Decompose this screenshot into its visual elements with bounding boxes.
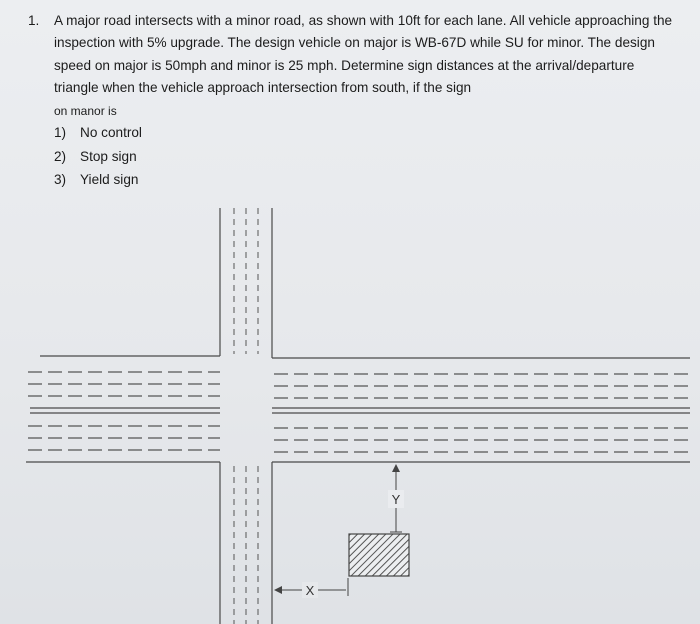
option-index: 3) — [54, 172, 67, 187]
minor-road-south — [220, 462, 272, 624]
label-x: X — [305, 583, 315, 598]
major-road-west — [26, 356, 220, 462]
question-text-tail: on manor is — [54, 103, 117, 118]
option-label: Yield sign — [80, 172, 139, 187]
option-label: Stop sign — [80, 148, 137, 164]
question-number: 1. — [28, 13, 40, 28]
dimension-x — [274, 578, 348, 598]
option-index: 1) — [54, 125, 67, 140]
arrow-up-icon — [392, 464, 400, 472]
sight-obstruction — [349, 534, 409, 576]
minor-road-north — [220, 208, 272, 358]
arrow-left-icon — [274, 586, 282, 594]
dimension-y — [388, 464, 404, 532]
major-road-east — [272, 358, 690, 462]
option-index: 2) — [54, 148, 67, 164]
label-y: Y — [391, 492, 401, 507]
question-text-main: A major road intersects with a minor road, as shown with 10ft for each lane. All vehicle approaching the inspection with 5% upgrade. The design vehicle on major is WB-67D while SU for minor. The design speed on major is 50mph and minor is 25 mph. Determine sign distances at the arrival/departure triangle when the vehicle approach intersection from south, if the sign — [54, 13, 673, 96]
option-label: No control — [80, 125, 142, 140]
